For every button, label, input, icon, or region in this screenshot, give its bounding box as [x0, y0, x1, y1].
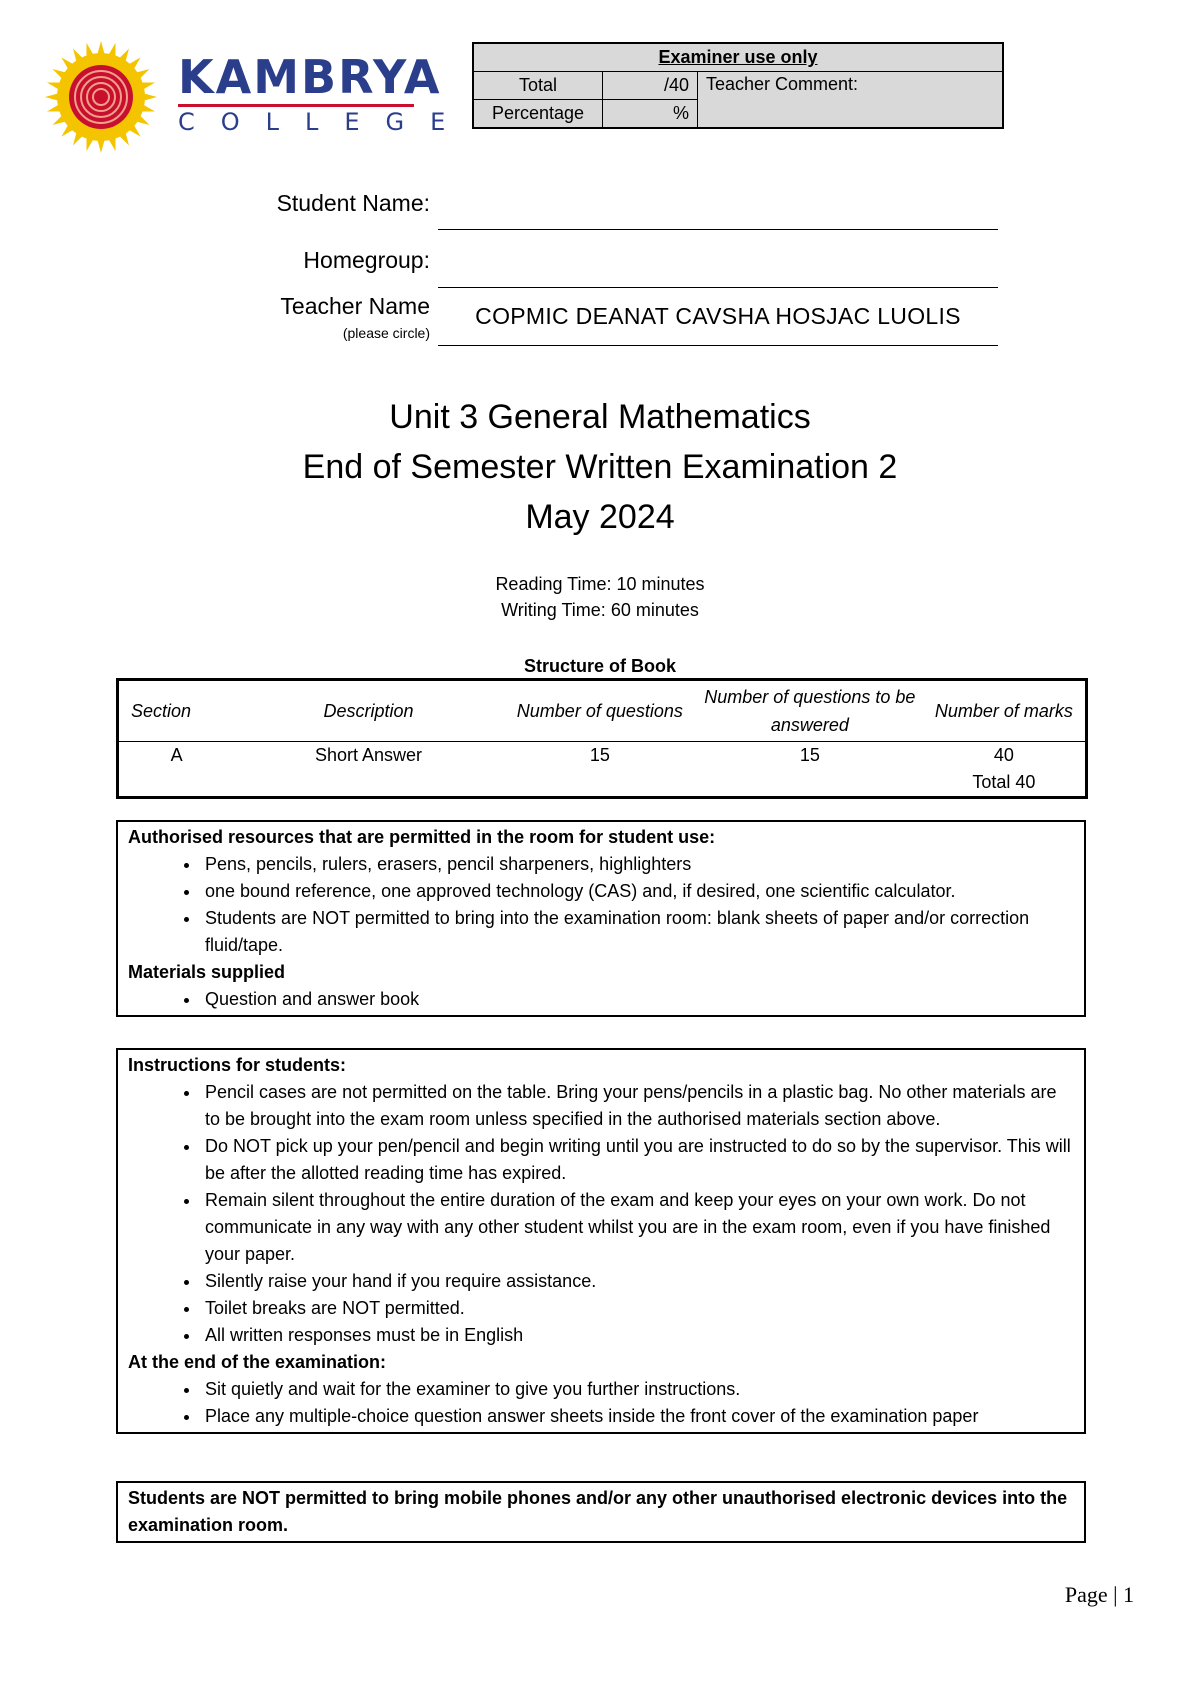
instructions-box — [116, 1048, 1086, 1434]
structure-header: Section — [118, 680, 235, 742]
structure-cell: 40 — [993, 745, 1014, 765]
reading-time: Reading Time: 10 minutes — [495, 574, 705, 594]
teacher-name-hint: (please circle) — [342, 325, 430, 341]
homegroup-label: Homegroup: — [303, 247, 430, 273]
list-item: • Do NOT pick up your pen/pencil and begin writing until you are instructed to do so by the supervisor. This will be after the allotted reading time has expired. — [201, 1133, 1074, 1187]
list-item: • Pens, pencils, rulers, erasers, pencil sharpeners, highlighters — [201, 851, 1074, 878]
list-item: • Students are NOT permitted to bring into the examination room: blank sheets of paper and/or correction fluid/tape. — [201, 905, 1074, 959]
teacher-options[interactable]: COPMIC DEANAT CAVSHA HOSJAC LUOLIS — [475, 303, 961, 329]
examiner-heading: Examiner use only — [473, 43, 1003, 72]
writing-time: Writing Time: 60 minutes — [501, 600, 699, 620]
list-item: • Pencil cases are not permitted on the table. Bring your pens/pencils in a plastic bag. No other materials are to be brought into the exam room unless specified in the authorised materials section above. — [201, 1079, 1074, 1133]
resources-box — [116, 820, 1086, 1017]
structure-cell: Short Answer — [315, 745, 423, 765]
materials-heading: Materials supplied — [128, 962, 286, 982]
percentage-value: % — [603, 100, 698, 129]
list-item: • Silently raise your hand if you require assistance. — [201, 1268, 1074, 1295]
instructions-heading: Instructions for students: — [128, 1055, 347, 1075]
examiner-table — [472, 42, 1004, 129]
structure-header: Number of questions — [503, 680, 697, 742]
structure-cell: A — [170, 745, 183, 765]
teacher-comment-label: Teacher Comment: — [698, 72, 1004, 129]
structure-table — [116, 678, 1088, 799]
list-item: • one bound reference, one approved technology (CAS) and, if desired, one scientific calculator. — [201, 878, 1074, 905]
list-item: • Place any multiple-choice question answer sheets inside the front cover of the examination paper — [201, 1403, 1074, 1430]
exam-title-subject: Unit 3 General Mathematics — [389, 398, 811, 436]
end-heading: At the end of the examination: — [128, 1352, 387, 1372]
teacher-name-label: Teacher Name — [280, 293, 430, 319]
homegroup-field[interactable] — [438, 287, 998, 288]
resources-heading: Authorised resources that are permitted in the room for student use: — [128, 827, 716, 847]
teacher-name-underline — [438, 345, 998, 346]
total-value: /40 — [603, 72, 698, 100]
list-item: • All written responses must be in English — [201, 1322, 1074, 1349]
student-name-field[interactable] — [438, 229, 998, 230]
list-item: • Question and answer book — [201, 986, 1074, 1013]
page-number: Page | 1 — [1064, 1582, 1134, 1607]
sun-logo-icon — [44, 40, 158, 154]
structure-header: Number of marks — [923, 680, 1087, 742]
structure-cell: 15 — [589, 745, 610, 765]
logo-wordmark: KAMBRYA — [178, 50, 442, 104]
percentage-label: Percentage — [473, 100, 603, 129]
exam-title-date: May 2024 — [525, 498, 675, 536]
structure-title: Structure of Book — [523, 656, 676, 676]
student-name-label: Student Name: — [276, 190, 430, 216]
logo-divider — [178, 104, 414, 107]
structure-cell: 15 — [799, 745, 820, 765]
list-item: • Toilet breaks are NOT permitted. — [201, 1295, 1074, 1322]
total-label: Total — [473, 72, 603, 100]
structure-header: Description — [234, 680, 503, 742]
list-item: • Remain silent throughout the entire duration of the exam and keep your eyes on your own work. Do not communicate in any way with any other student whilst you are in the exam room, even if you have finished your paper. — [201, 1187, 1074, 1268]
structure-header: Number of questions to be answered — [697, 680, 923, 742]
exam-title-name: End of Semester Written Examination 2 — [302, 448, 898, 486]
logo-subtitle: COLLEGE — [178, 108, 472, 136]
devices-notice: Students are NOT permitted to bring mobile phones and/or any other unauthorised electronic devices into the examination room. — [116, 1481, 1086, 1543]
structure-total: Total 40 — [972, 772, 1036, 792]
list-item: • Sit quietly and wait for the examiner to give you further instructions. — [201, 1376, 1074, 1403]
